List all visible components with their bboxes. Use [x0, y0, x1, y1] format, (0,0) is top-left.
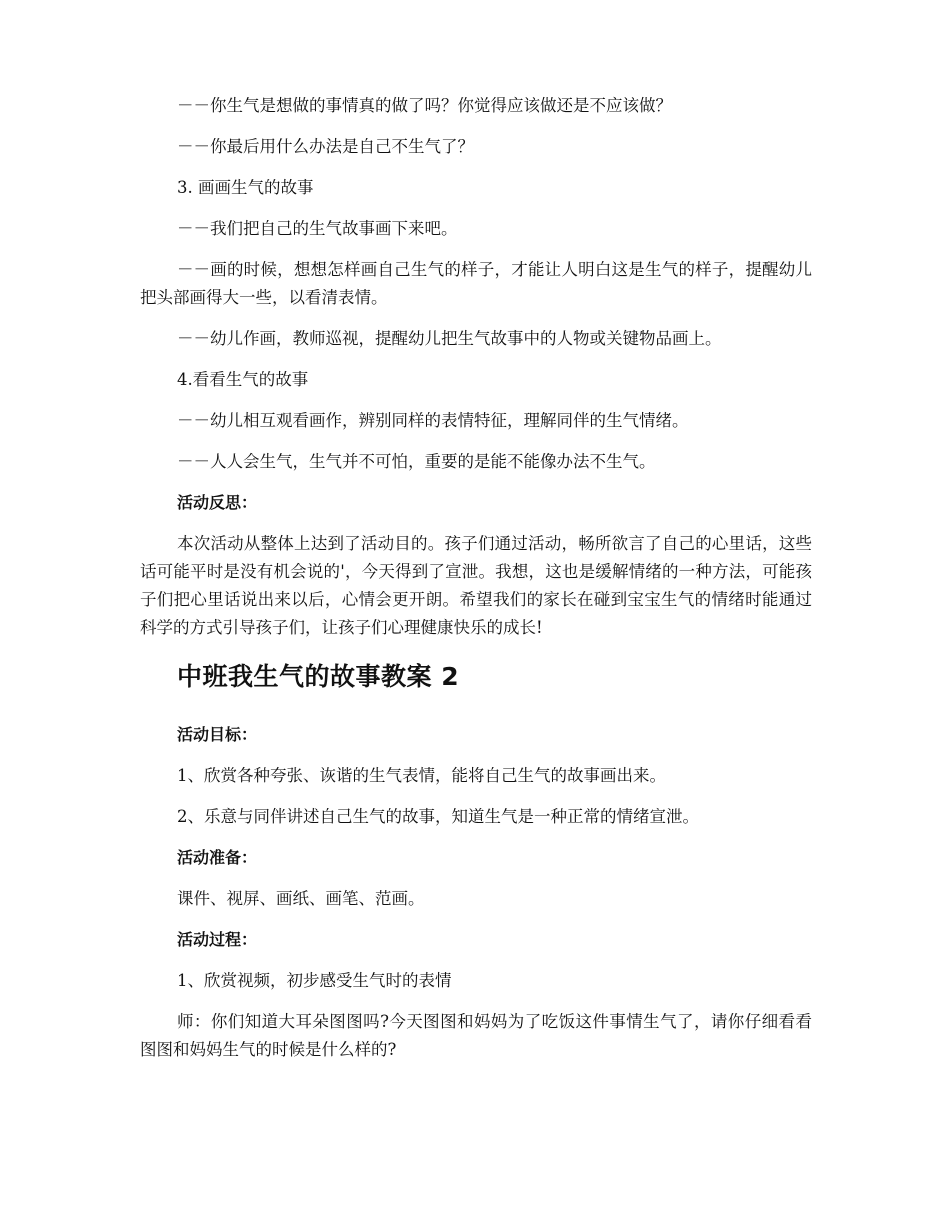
preparation-text: 课件、视屏、画纸、画笔、范画。 [177, 889, 425, 908]
goal-item-2: 2、乐意与同伴讲述自己生气的故事，知道生气是一种正常的情绪宣泄。 [177, 807, 699, 826]
step-4-line-1: －－幼儿相互观看画作，辨别同样的表情特征，理解同伴的生气情绪。 [177, 411, 689, 430]
lesson-plan-title: 中班我生气的故事教案 2 [177, 662, 460, 691]
preparation-heading: 活动准备： [177, 848, 258, 867]
teacher-line: 师：你们知道大耳朵图图吗?今天图图和妈妈为了吃饭这件事情生气了，请你仔细看看图图和妈妈生气的时候是什么样的? [140, 1012, 812, 1059]
step-3-title: 3. 画画生气的故事 [177, 178, 314, 197]
question-line-2: －－你最后用什么办法是自己不生气了？ [177, 137, 474, 156]
step-3-line-1: －－我们把自己的生气故事画下来吧。 [177, 219, 458, 238]
question-line-1: －－你生气是想做的事情真的做了吗？你觉得应该做还是不应该做？ [177, 96, 672, 115]
step-3-line-3: －－幼儿作画，教师巡视，提醒幼儿把生气故事中的人物或关键物品画上。 [177, 329, 722, 348]
step-4-title: 4.看看生气的故事 [177, 370, 309, 389]
document-body [140, 92, 812, 1064]
reflection-heading: 活动反思： [177, 493, 258, 512]
goal-item-1: 1、欣赏各种夸张、诙谐的生气表情，能将自己生气的故事画出来。 [177, 766, 666, 785]
step-3-line-2: －－画的时候，想想怎样画自己生气的样子，才能让人明白这是生气的样子，提醒幼儿把头部画得大一些，以看清表情。 [140, 260, 812, 307]
goals-heading: 活动目标： [177, 725, 258, 744]
process-heading: 活动过程： [177, 930, 258, 949]
process-step-1: 1、欣赏视频，初步感受生气时的表情 [177, 971, 452, 990]
step-4-line-2: －－人人会生气，生气并不可怕，重要的是能不能像办法不生气。 [177, 452, 656, 471]
reflection-paragraph: 本次活动从整体上达到了活动目的。孩子们通过活动，畅所欲言了自己的心里话，这些话可能平时是没有机会说的'，今天得到了宣泄。我想，这也是缓解情绪的一种方法，可能孩子们把心里话说出来以后，心情会更开朗。希望我们的家长在碰到宝宝生气的情绪时能通过科学的方式引导孩子们，让孩子们心理健康快乐的成长! [140, 534, 812, 637]
